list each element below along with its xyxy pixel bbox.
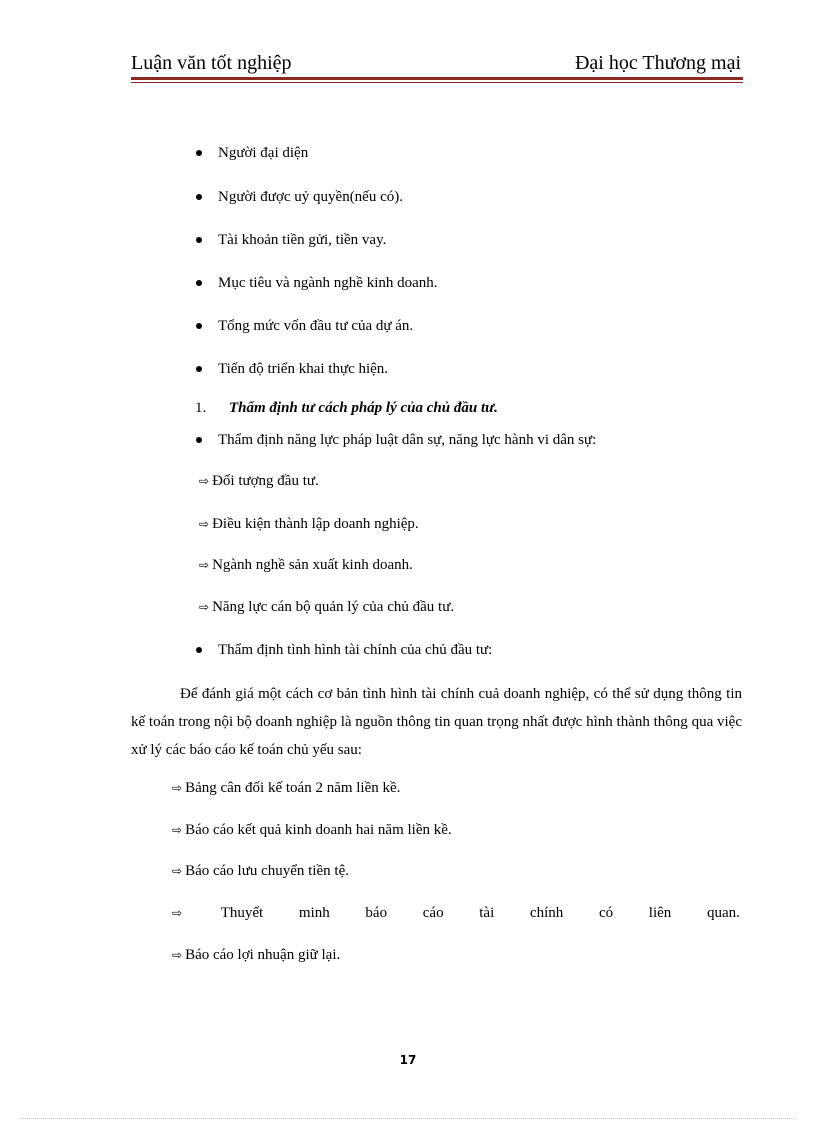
justified-line xyxy=(172,903,740,923)
list-item: Người đại diện xyxy=(218,145,309,161)
section-title: Thẩm định tư cách pháp lý của chủ đầu tư. xyxy=(229,400,498,416)
right-arrow-outline-icon: ⇨ xyxy=(172,781,183,795)
body-paragraph: Để đánh giá một cách cơ bản tình hình tài chính cuả doanh nghiệp, có thể sử dụng thông tin kế toán trong nội bộ doanh nghiệp là nguồn thông tin quan trọng nhất được hình thành thông qua việc xử lý các báo cáo kế toán chủ yếu sau: xyxy=(131,686,742,758)
list-item xyxy=(172,861,349,881)
header-right-title: Đại học Thương mại xyxy=(574,52,741,74)
list-item xyxy=(172,778,400,798)
list-item: Thẩm định năng lực pháp luật dân sự, năng lực hành vi dân sự: xyxy=(218,432,597,448)
list-item-label: Báo cáo kết quả kinh doanh hai năm liền kề. xyxy=(185,822,452,838)
bullet-icon xyxy=(196,323,202,329)
footer-divider xyxy=(20,1118,796,1119)
list-item: Người được uỷ quyền(nếu có). xyxy=(218,189,403,205)
list-item xyxy=(199,514,419,534)
word: cáo xyxy=(422,905,444,921)
right-arrow-outline-icon: ⇨ xyxy=(172,864,183,878)
header-rule-thick xyxy=(131,77,743,80)
list-item-label: Điều kiện thành lập doanh nghiệp. xyxy=(212,516,419,532)
list-item xyxy=(199,555,413,575)
list-item-label: Năng lực cán bộ quản lý của chủ đầu tư. xyxy=(212,599,455,615)
page-header xyxy=(131,50,741,78)
right-arrow-outline-icon: ⇨ xyxy=(199,517,210,531)
word: minh xyxy=(298,905,330,921)
right-arrow-outline-icon: ⇨ xyxy=(172,948,183,962)
bullet-icon xyxy=(196,366,202,372)
list-item xyxy=(199,471,319,491)
bullet-icon xyxy=(196,150,202,156)
word: có xyxy=(598,905,614,921)
page-number: 17 xyxy=(399,1053,417,1067)
word: quan. xyxy=(706,905,740,921)
list-item: Mục tiêu và ngành nghề kinh doanh. xyxy=(218,275,438,291)
word: chính xyxy=(529,905,564,921)
word: Thuyết xyxy=(220,905,264,921)
right-arrow-outline-icon: ⇨ xyxy=(172,823,183,837)
word: tài xyxy=(479,905,495,921)
list-item-label: Báo cáo lợi nhuận giữ lại. xyxy=(185,947,341,963)
list-item xyxy=(172,820,452,840)
right-arrow-outline-icon: ⇨ xyxy=(199,558,210,572)
section-number: 1. xyxy=(195,400,207,416)
list-item-label: Ngành nghề sản xuất kinh doanh. xyxy=(212,557,413,573)
list-item: Tổng mức vốn đầu tư của dự án. xyxy=(218,318,414,334)
list-item: Tài khoản tiền gửi, tiền vay. xyxy=(218,232,387,248)
header-left-title: Luận văn tốt nghiệp xyxy=(131,52,292,74)
bullet-icon xyxy=(196,647,202,653)
right-arrow-outline-icon: ⇨ xyxy=(172,906,183,920)
list-item: Tiến độ triển khai thực hiện. xyxy=(218,361,389,377)
bullet-icon xyxy=(196,194,202,200)
right-arrow-outline-icon: ⇨ xyxy=(199,600,210,614)
list-item: Thẩm định tình hình tài chính của chủ đầu tư: xyxy=(218,642,493,658)
header-rule-thin xyxy=(131,82,743,83)
word: liên xyxy=(648,905,672,921)
word: báo xyxy=(365,905,388,921)
bullet-icon xyxy=(196,237,202,243)
bullet-icon xyxy=(196,280,202,286)
list-item xyxy=(199,597,454,617)
list-item-label: Báo cáo lưu chuyển tiền tệ. xyxy=(185,863,349,879)
list-item-label: Đối tượng đầu tư. xyxy=(212,473,319,489)
list-item-label: Bảng cân đối kế toán 2 năm liền kề. xyxy=(185,780,401,796)
list-item xyxy=(172,945,340,965)
right-arrow-outline-icon: ⇨ xyxy=(199,474,210,488)
bullet-icon xyxy=(196,437,202,443)
